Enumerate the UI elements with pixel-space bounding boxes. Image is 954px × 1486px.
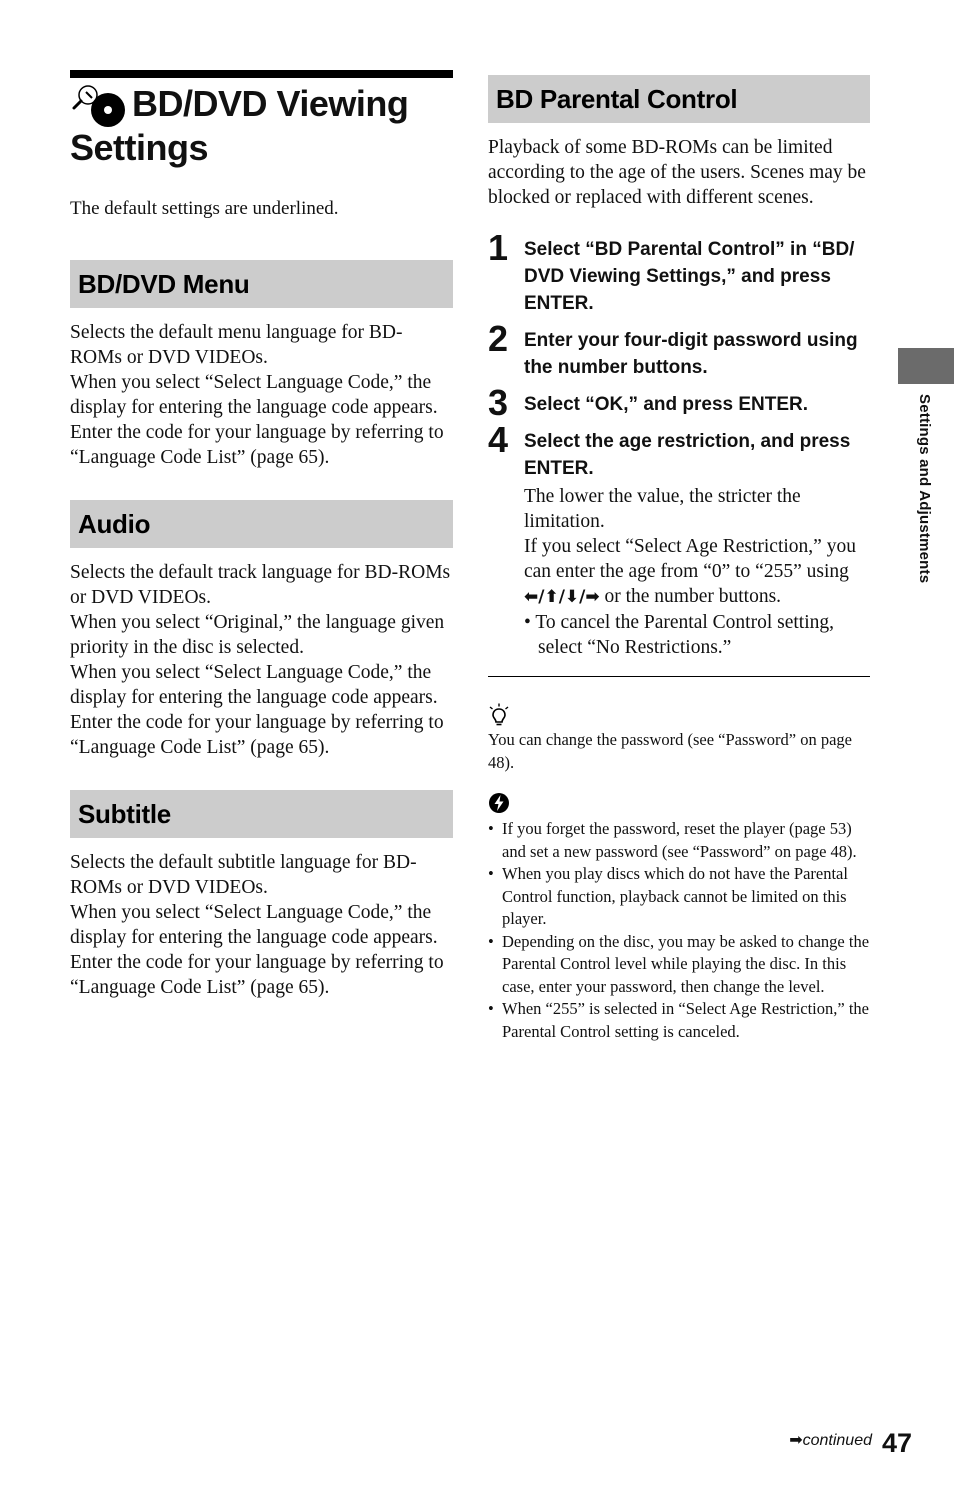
step-number: 3 [488,382,509,423]
note-item: • If you forget the password, reset the player (page 53) and set a new password (see “Password” on page 48). [488,818,870,863]
section-heading: Subtitle [70,790,453,838]
caution-icon [488,792,870,818]
divider [488,676,870,677]
step-text: Select “BD Parental Control” in “BD/ DVD Viewing Settings,” and press ENTER. [524,239,855,314]
paragraph: When you select “Original,” the language given priority in the disc is selected. [70,612,445,658]
note-item: • When “255” is selected in “Select Age Restriction,” the Parental Control setting is canceled. [488,998,870,1043]
section-heading: Audio [70,500,453,548]
step-desc-line [524,534,870,610]
tip-text: You can change the password (see “Password” on page 48). [488,730,852,772]
page-title-line2: Settings [70,127,209,168]
desc-text: or the number buttons. [599,586,782,607]
section-body [70,850,453,1000]
section-body [70,560,453,760]
arrow-keys-icon: ⬅/⬆/⬇/➡ [524,587,600,607]
right-column [488,75,870,1043]
page-number: 47 [882,1428,913,1458]
step-4 [488,419,870,660]
desc-text: If you select “Select Age Restriction,” you can enter the age from “0” to “255” using [524,536,856,582]
section-subtitle [70,790,453,1000]
step-number: 4 [488,419,509,460]
step-1 [488,227,870,317]
notes-list [488,818,870,1043]
paragraph: Selects the default subtitle language for BD-ROMs or DVD VIDEOs. [70,852,417,898]
note-item: • When you play discs which do not have the Parental Control function, playback cannot be limited on this player. [488,863,870,931]
page-title-line1: BD/DVD Viewing [132,83,409,124]
left-column [70,260,453,1030]
paragraph: Selects the default track language for BD-ROMs or DVD VIDEOs. [70,562,451,608]
step-number: 1 [488,227,509,268]
step-3 [488,382,870,423]
step-text: Select “OK,” and press ENTER. [524,394,809,415]
paragraph: When you select “Select Language Code,” the display for entering the language code appears. Enter the code for your language by referring to “Language Code List” (page 65). [70,662,444,758]
continued-indicator [789,1430,872,1450]
chapter-label: Settings and Adjustments [916,394,933,584]
paragraph: Selects the default menu language for BD-ROMs or DVD VIDEOs. [70,322,403,368]
step-number: 2 [488,318,509,359]
paragraph: When you select “Select Language Code,” the display for entering the language code appears. Enter the code for your language by referring to “Language Code List” (page 65). [70,902,444,998]
section-audio [70,500,453,760]
continued-label: continued [802,1432,872,1449]
page-title [70,70,453,170]
lightbulb-icon [488,703,870,729]
step-desc-line: The lower the value, the stricter the limitation. [524,486,801,532]
section-heading: BD/DVD Menu [70,260,453,308]
right-arrow-icon: ➡ [789,1430,803,1449]
note-item: • Depending on the disc, you may be asked to change the Parental Control level while playing the disc. In this case, enter your password, then change the level. [488,931,870,999]
disc-icon [88,90,128,130]
section-heading-parental: BD Parental Control [488,75,870,123]
step-text: Enter your four-digit password using the number buttons. [524,330,858,378]
step-description [524,484,870,660]
intro-text: The default settings are underlined. [70,198,339,219]
parental-intro: Playback of some BD-ROMs can be limited according to the age of the users. Scenes may be blocked or replaced with different scenes. [488,137,866,208]
step-2 [488,318,870,381]
section-body [70,320,453,470]
step-text: Select the age restriction, and press ENTER. [524,431,851,479]
step-desc-bullet: • To cancel the Parental Control setting, select “No Restrictions.” [524,612,834,658]
steps-list [488,227,870,660]
title-icons [70,84,132,124]
chapter-tab [898,348,954,384]
section-bd-dvd-menu [70,260,453,470]
paragraph: When you select “Select Language Code,” the display for entering the language code appears. Enter the code for your language by referring to “Language Code List” (page 65). [70,372,444,468]
